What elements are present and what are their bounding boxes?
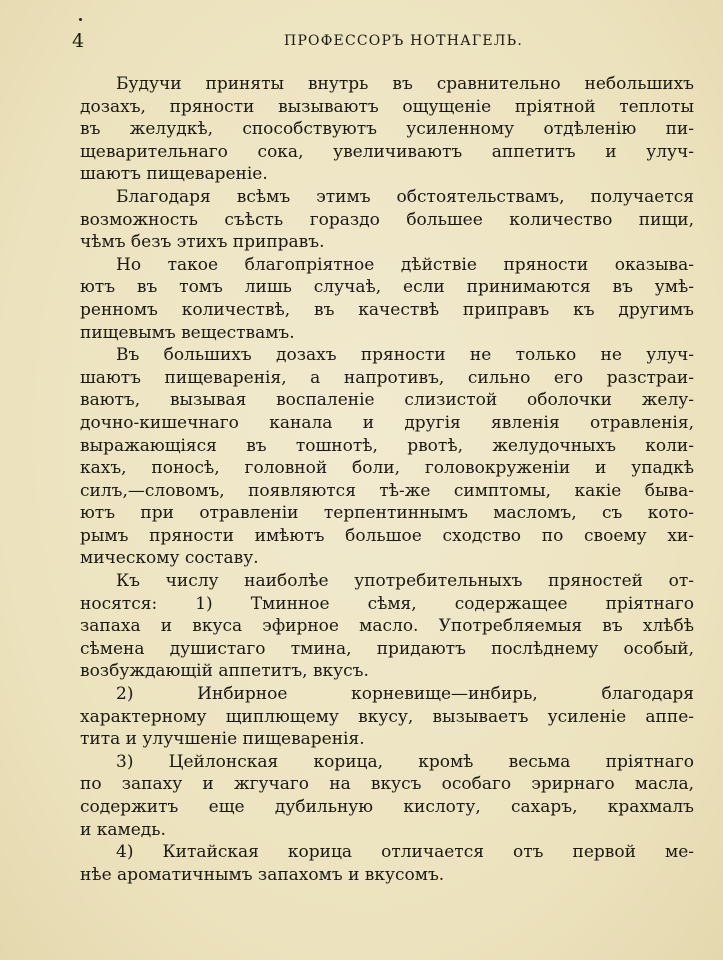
- paragraph: [80, 841, 694, 886]
- text-line: сѣмена душистаго тмина, придаютъ послѣднему особый,: [80, 638, 694, 659]
- text-line: носятся: 1) Тминное сѣмя, содержащее пріятнаго: [80, 593, 694, 614]
- text-line: рымъ пряности имѣютъ большое сходство по своему хи-: [80, 525, 694, 546]
- text-line: кахъ, поносѣ, головной боли, головокруженіи и упадкѣ: [80, 458, 694, 479]
- text-line: ютъ въ томъ лишь случаѣ, если принимаются въ умѣ-: [80, 277, 694, 298]
- text-line: ренномъ количествѣ, въ качествѣ приправъ къ другимъ: [80, 299, 694, 320]
- text-line: нѣе ароматичнымъ запахомъ и вкусомъ.: [80, 864, 445, 885]
- text-line: Благодаря всѣмъ этимъ обстоятельствамъ, получается: [116, 186, 694, 207]
- text-line: дозахъ, пряности вызываютъ ощущеніе пріятной теплоты: [80, 96, 694, 117]
- text-line: по запаху и жгучаго на вкусъ особаго эрирнаго масла,: [80, 774, 694, 795]
- text-line: Къ числу наиболѣе употребительныхъ пряностей от-: [116, 571, 694, 592]
- text-line: возбуждающій аппетитъ, вкусъ.: [80, 661, 369, 682]
- paragraph: [80, 254, 694, 344]
- text-line: Будучи приняты внутрь въ сравнительно небольшихъ: [116, 74, 694, 94]
- text-line: въ желудкѣ, способствуютъ усиленному отдѣленію пи-: [80, 119, 694, 140]
- text-line: шаютъ пищеваренія, а напротивъ, сильно его разстраи-: [80, 367, 694, 388]
- text-line: шаютъ пищевареніе.: [80, 164, 268, 185]
- ink-speck: [79, 18, 82, 21]
- paragraph: [80, 683, 694, 751]
- paragraph: [80, 186, 694, 254]
- text-line: Въ большихъ дозахъ пряности не только не улуч-: [116, 345, 694, 366]
- text-line: пищевымъ веществамъ.: [80, 322, 295, 343]
- paragraph: [80, 73, 694, 186]
- text-line: дочно-кишечнаго канала и другія явленія отравленія,: [80, 412, 694, 433]
- text-line: характерному щиплющему вкусу, вызываетъ усиленіе аппе-: [80, 706, 694, 727]
- page-number: 4: [72, 30, 85, 52]
- text-line: 2) Инбирное корневище—инбирь, благодаря: [116, 684, 694, 705]
- text-line: Но такое благопріятное дѣйствіе пряности оказыва-: [116, 254, 694, 275]
- text-line: тита и улучшеніе пищеваренія.: [80, 729, 365, 750]
- paragraph: [80, 344, 694, 570]
- text-line: мическому составу.: [80, 548, 259, 569]
- paragraph: [80, 751, 694, 841]
- page-header: [72, 30, 695, 54]
- text-line: содержитъ еще дубильную кислоту, сахаръ, крахмалъ: [80, 797, 694, 817]
- text-line: возможность съѣсть гораздо большее количество пищи,: [80, 209, 694, 230]
- paragraph: [80, 570, 694, 683]
- running-title: ПРОФЕССОРЪ НОТНАГЕЛЬ.: [284, 33, 523, 49]
- text-line: ваютъ, вызывая воспаленіе слизистой оболочки желу-: [80, 390, 694, 411]
- text-line: силъ,—словомъ, появляются тѣ-же симптомы, какіе быва-: [80, 480, 694, 501]
- text-line: ютъ при отравленіи терпентиннымъ масломъ, съ кото-: [80, 503, 694, 524]
- text-line: чѣмъ безъ этихъ приправъ.: [80, 232, 325, 253]
- text-line: запаха и вкуса эфирное масло. Употребляемыя въ хлѣбѣ: [80, 616, 694, 637]
- text-line: щеварительнаго сока, увеличиваютъ аппетитъ и улуч-: [80, 141, 694, 162]
- text-line: и камедь.: [80, 819, 166, 840]
- text-line: 3) Цейлонская корица, кромѣ весьма пріятнаго: [116, 751, 694, 772]
- text-line: выражающіяся въ тошнотѣ, рвотѣ, желудочныхъ коли-: [80, 435, 694, 456]
- text-line: 4) Китайская корица отличается отъ первой ме-: [116, 842, 694, 863]
- body-text: [80, 73, 694, 886]
